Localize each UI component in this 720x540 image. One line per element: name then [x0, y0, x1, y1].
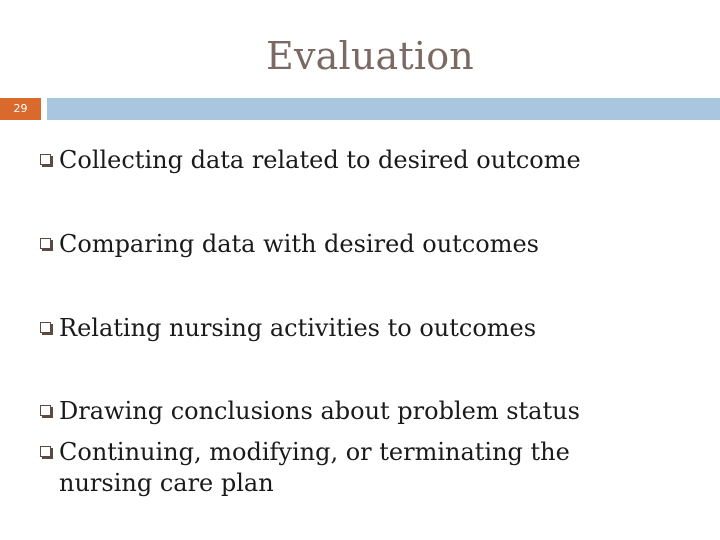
bullet-text: Continuing, modifying, or terminating the nursing care plan	[59, 438, 570, 497]
bullet-text: Collecting data related to desired outcome	[59, 146, 581, 174]
list-item	[40, 313, 700, 344]
list-item	[40, 229, 700, 260]
bullet-text: Relating nursing activities to outcomes	[59, 314, 537, 342]
square-bullet-icon	[40, 322, 51, 333]
square-bullet-icon	[40, 446, 51, 457]
square-bullet-icon	[40, 405, 51, 416]
slide-title: Evaluation	[266, 34, 474, 78]
bullet-text: Drawing conclusions about problem status	[59, 397, 580, 425]
list-item	[40, 437, 600, 499]
list-item	[40, 145, 700, 176]
bullet-text: Comparing data with desired outcomes	[59, 230, 539, 258]
list-item	[40, 396, 700, 427]
slide-number: 29	[13, 102, 28, 115]
square-bullet-icon	[40, 154, 51, 165]
square-bullet-icon	[40, 238, 51, 249]
